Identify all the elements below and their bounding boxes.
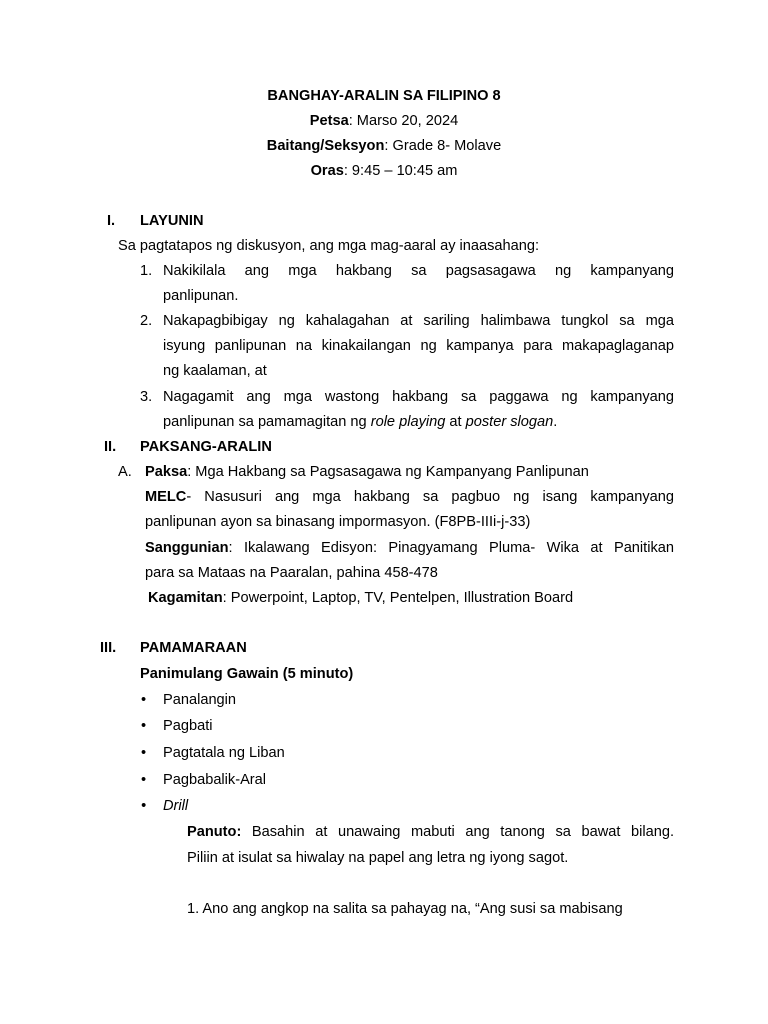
objective-1-line-1: Nakikilala ang mga hakbang sa pagsasagawa ng kampanyang: [163, 263, 674, 279]
panuto-line-1: Panuto: Basahin at unawaing mabuti ang tanong sa bawat bilang.: [187, 824, 674, 840]
section-number-3: III.: [100, 640, 117, 656]
panimulang-gawain-heading: Panimulang Gawain (5 minuto): [140, 666, 354, 682]
objective-2-line-2: isyung panlipunan na kinakailangan ng kampanya para makapaglaganap: [163, 338, 674, 354]
section-title-layunin: LAYUNIN: [140, 213, 204, 229]
question-1: 1. Ano ang angkop na salita sa pahayag na, “Ang susi sa mabisang: [187, 901, 623, 917]
sanggunian-line-2: para sa Mataas na Paaralan, pahina 458-478: [145, 565, 438, 581]
bullet-icon: •: [141, 798, 147, 814]
melc-line-1: MELC- Nasusuri ang mga hakbang sa pagbuo ng isang kampanyang: [145, 489, 674, 505]
section-number-1: I.: [107, 213, 116, 229]
grade-section-line: Baitang/Seksyon: Grade 8- Molave: [266, 138, 502, 154]
objective-3-line-1: Nagagamit ang mga wastong hakbang sa paggawa ng kampanyang: [163, 389, 674, 405]
objective-number-2: 2.: [140, 313, 153, 329]
bullet-icon: •: [141, 745, 147, 761]
objective-2-line-3: ng kaalaman, at: [163, 363, 267, 379]
panuto-line-2: Piliin at isulat sa hiwalay na papel ang letra ng iyong sagot.: [187, 850, 569, 866]
activity-panalangin: Panalangin: [163, 692, 237, 708]
activity-pagbati: Pagbati: [163, 718, 213, 734]
time-line: Oras: 9:45 – 10:45 am: [310, 163, 458, 179]
kagamitan-line: Kagamitan: Powerpoint, Laptop, TV, Pentelpen, Illustration Board: [148, 590, 574, 606]
section-title-pamamaraan: PAMAMARAAN: [140, 640, 247, 656]
document-title: BANGHAY-ARALIN SA FILIPINO 8: [267, 88, 501, 104]
objective-3-line-2: panlipunan sa pamamagitan ng role playing at poster slogan.: [163, 414, 558, 430]
melc-line-2: panlipunan ayon sa binasang impormasyon. (F8PB-IIIi-j-33): [145, 514, 531, 530]
paksa-line: Paksa: Mga Hakbang sa Pagsasagawa ng Kampanyang Panlipunan: [145, 464, 589, 480]
section-title-paksang-aralin: PAKSANG-ARALIN: [140, 439, 272, 455]
objectives-intro: Sa pagtatapos ng diskusyon, ang mga mag-aaral ay inaasahang:: [118, 238, 540, 254]
document-header: [0, 84, 768, 184]
objective-number-3: 3.: [140, 389, 153, 405]
subsection-letter-a: A.: [118, 464, 132, 480]
bullet-icon: •: [141, 692, 147, 708]
sanggunian-line-1: Sanggunian: Ikalawang Edisyon: Pinagyamang Pluma- Wika at Panitikan: [145, 540, 674, 556]
objective-number-1: 1.: [140, 263, 153, 279]
section-number-2: II.: [104, 439, 117, 455]
objective-1-line-2: panlipunan.: [163, 288, 239, 304]
activity-drill: Drill: [163, 798, 189, 814]
activity-pagbabalik-aral: Pagbabalik-Aral: [163, 772, 267, 788]
activity-pagtatala-ng-liban: Pagtatala ng Liban: [163, 745, 285, 761]
objective-2-line-1: Nakapagbibigay ng kahalagahan at sariling halimbawa tungkol sa mga: [163, 313, 674, 329]
bullet-icon: •: [141, 718, 147, 734]
bullet-icon: •: [141, 772, 147, 788]
date-line: Petsa: Marso 20, 2024: [309, 113, 459, 129]
